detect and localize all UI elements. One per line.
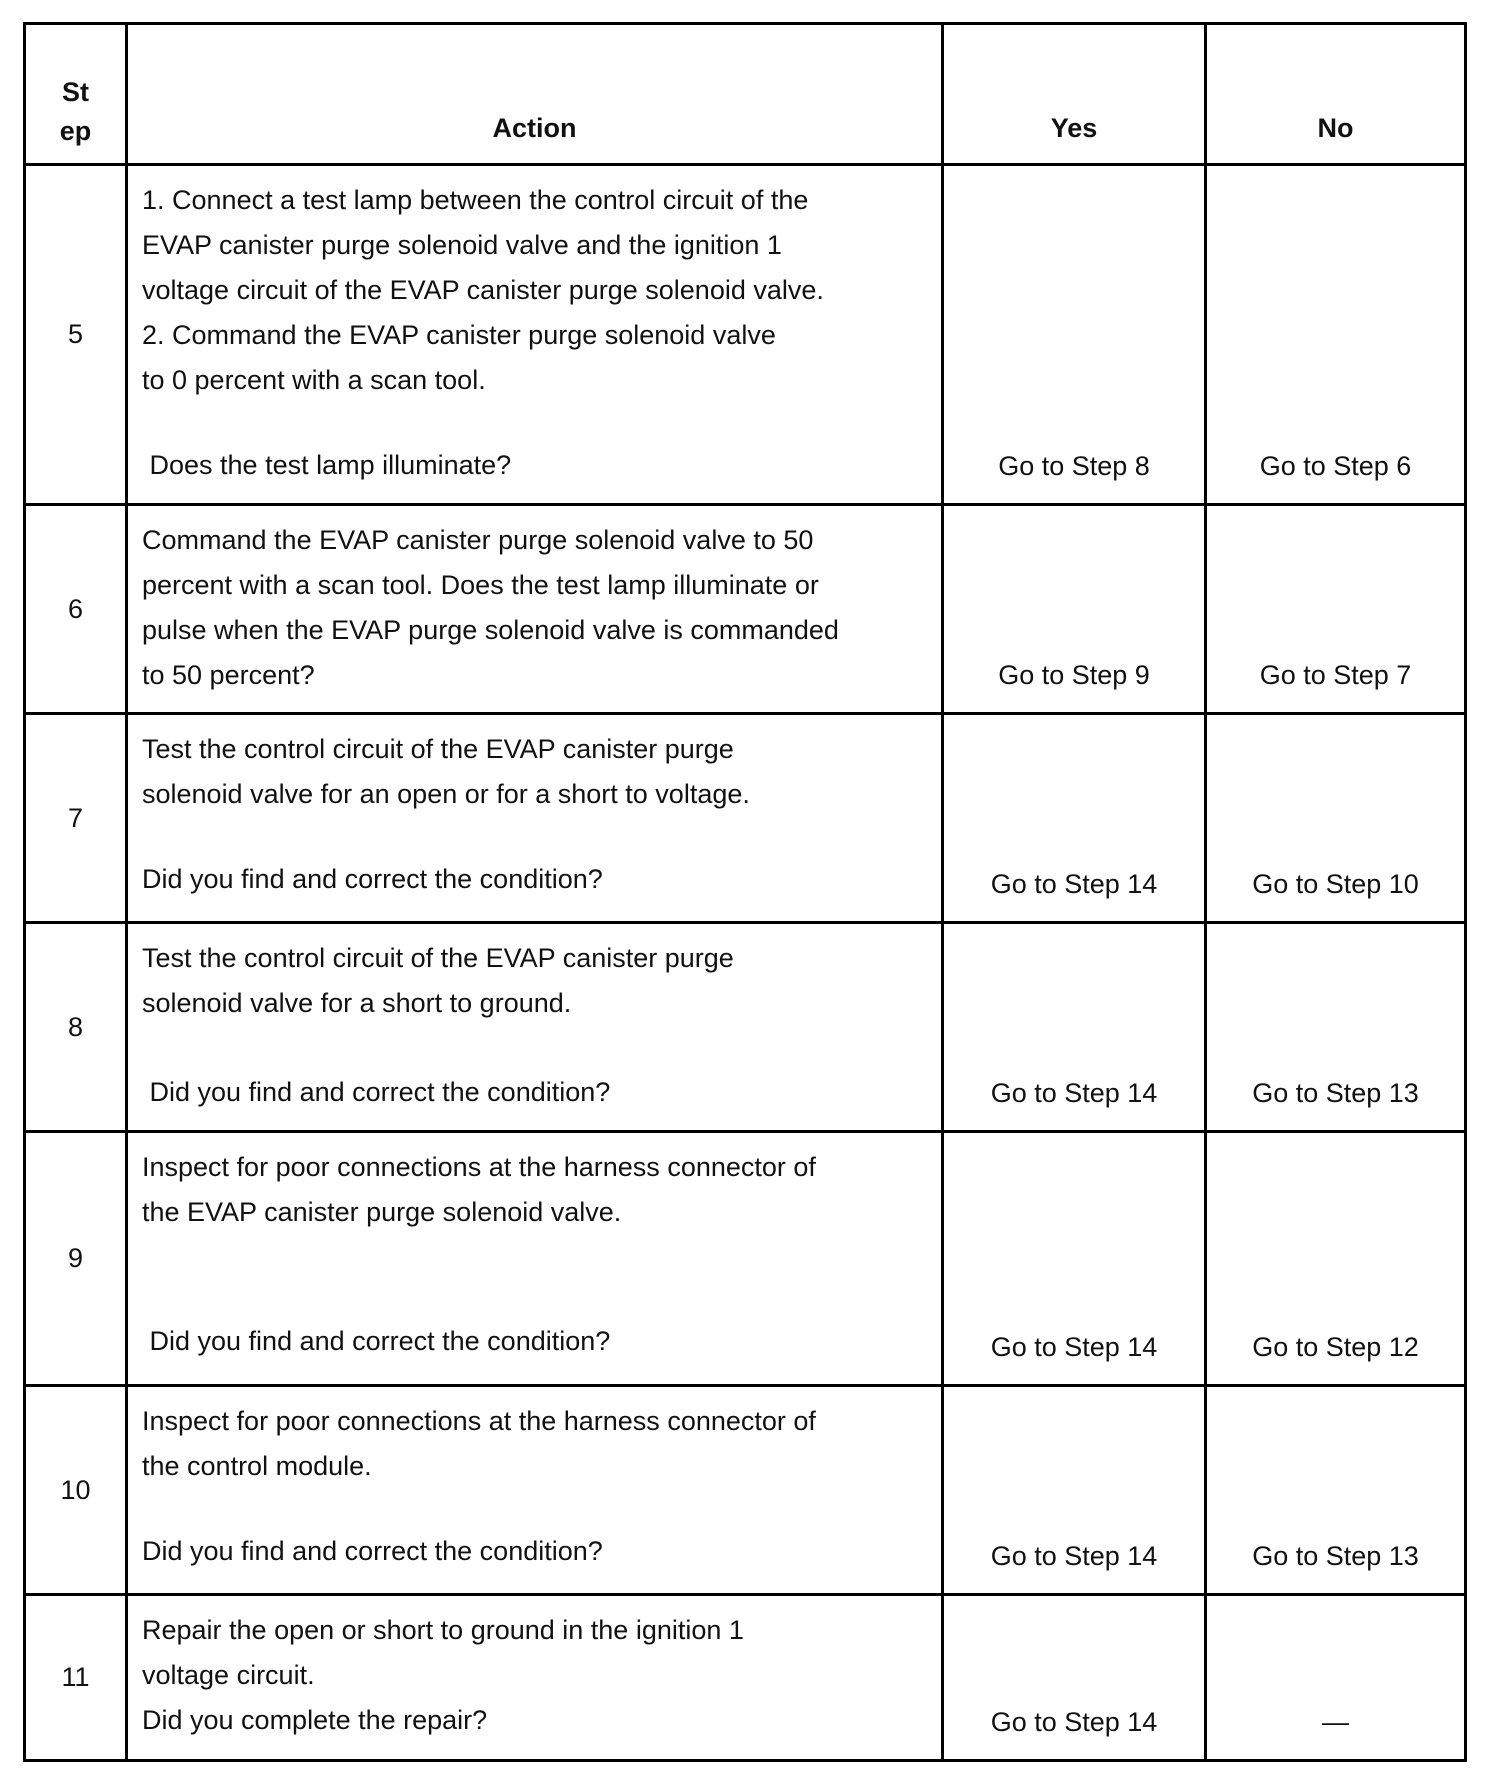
action-question: Did you find and correct the condition? <box>142 864 603 894</box>
action-line: solenoid valve for a short to ground. <box>142 988 572 1018</box>
header-action: Action <box>127 24 943 165</box>
table-row-step-11 <box>25 1595 1466 1761</box>
action-question: Did you find and correct the condition? <box>142 1077 611 1107</box>
header-step-line1: St <box>62 77 89 107</box>
action-spacer <box>142 1235 911 1319</box>
header-yes: Yes <box>943 24 1206 165</box>
no-outcome: Go to Step 13 <box>1206 1386 1466 1595</box>
action-line: voltage circuit of the EVAP canister purge solenoid valve. <box>142 275 824 305</box>
action-line: Test the control circuit of the EVAP canister purge <box>142 734 734 764</box>
diagnostic-table <box>23 22 1467 1762</box>
action-cell <box>127 923 943 1132</box>
action-question: Does the test lamp illuminate? <box>142 450 512 480</box>
action-spacer <box>142 403 911 443</box>
action-cell <box>127 1386 943 1595</box>
table-row-step-7 <box>25 714 1466 923</box>
action-line: Test the control circuit of the EVAP canister purge <box>142 943 734 973</box>
action-spacer <box>142 1026 911 1070</box>
table-row-step-6 <box>25 505 1466 714</box>
action-line: 1. Connect a test lamp between the control circuit of the <box>142 185 809 215</box>
no-outcome: — <box>1206 1595 1466 1761</box>
action-cell <box>127 714 943 923</box>
no-outcome: Go to Step 7 <box>1206 505 1466 714</box>
step-number: 10 <box>25 1386 127 1595</box>
yes-outcome: Go to Step 14 <box>943 1132 1206 1386</box>
yes-outcome: Go to Step 14 <box>943 1595 1206 1761</box>
header-row <box>25 24 1466 165</box>
action-line: the EVAP canister purge solenoid valve. <box>142 1197 622 1227</box>
action-line: Inspect for poor connections at the harness connector of <box>142 1406 816 1436</box>
step-number: 9 <box>25 1132 127 1386</box>
action-cell <box>127 165 943 505</box>
action-line: EVAP canister purge solenoid valve and the ignition 1 <box>142 230 782 260</box>
yes-outcome: Go to Step 8 <box>943 165 1206 505</box>
step-number: 5 <box>25 165 127 505</box>
action-cell <box>127 1595 943 1761</box>
action-line: Did you complete the repair? <box>142 1705 488 1735</box>
header-step <box>25 24 127 165</box>
action-line: to 0 percent with a scan tool. <box>142 365 486 395</box>
step-number: 11 <box>25 1595 127 1761</box>
step-number: 6 <box>25 505 127 714</box>
action-line: pulse when the EVAP purge solenoid valve is commanded <box>142 615 839 645</box>
no-outcome: Go to Step 10 <box>1206 714 1466 923</box>
action-line: Command the EVAP canister purge solenoid valve to 50 <box>142 525 814 555</box>
action-cell <box>127 1132 943 1386</box>
action-line: Repair the open or short to ground in the ignition 1 <box>142 1615 744 1645</box>
header-step-line2: ep <box>59 116 92 146</box>
action-line: to 50 percent? <box>142 660 315 690</box>
action-cell <box>127 505 943 714</box>
yes-outcome: Go to Step 14 <box>943 1386 1206 1595</box>
action-spacer <box>142 817 911 857</box>
table-row-step-5 <box>25 165 1466 505</box>
action-line: Inspect for poor connections at the harness connector of <box>142 1152 816 1182</box>
no-outcome: Go to Step 6 <box>1206 165 1466 505</box>
no-outcome: Go to Step 12 <box>1206 1132 1466 1386</box>
table-row-step-8 <box>25 923 1466 1132</box>
action-question: Did you find and correct the condition? <box>142 1536 603 1566</box>
action-spacer <box>142 1489 911 1529</box>
action-line: voltage circuit. <box>142 1660 315 1690</box>
action-line: 2. Command the EVAP canister purge solenoid valve <box>142 320 776 350</box>
yes-outcome: Go to Step 14 <box>943 923 1206 1132</box>
action-line: percent with a scan tool. Does the test lamp illuminate or <box>142 570 819 600</box>
action-question: Did you find and correct the condition? <box>142 1326 611 1356</box>
step-number: 7 <box>25 714 127 923</box>
table-row-step-9 <box>25 1132 1466 1386</box>
action-line: the control module. <box>142 1451 372 1481</box>
action-line: solenoid valve for an open or for a short to voltage. <box>142 779 750 809</box>
step-number: 8 <box>25 923 127 1132</box>
header-no: No <box>1206 24 1466 165</box>
table-row-step-10 <box>25 1386 1466 1595</box>
no-outcome: Go to Step 13 <box>1206 923 1466 1132</box>
yes-outcome: Go to Step 14 <box>943 714 1206 923</box>
yes-outcome: Go to Step 9 <box>943 505 1206 714</box>
